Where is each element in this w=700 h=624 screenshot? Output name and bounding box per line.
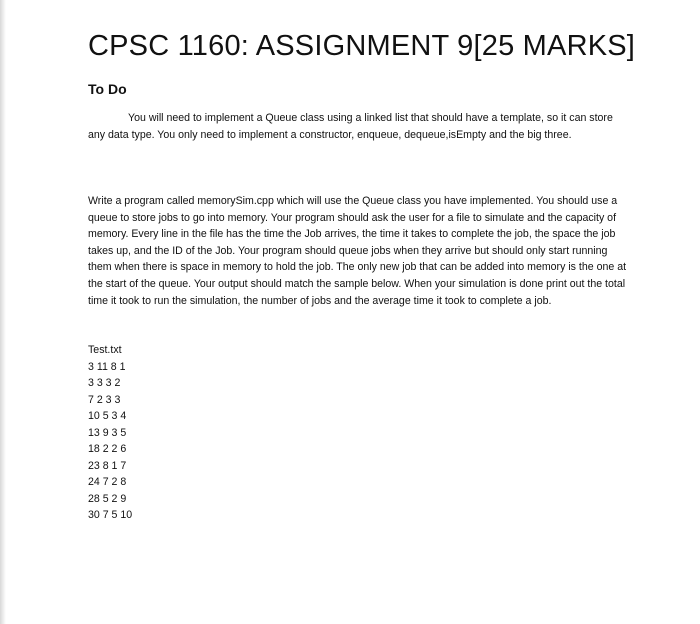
paragraph-memory-sim: Write a program called memorySim.cpp which will use the Queue class you have implemented. You should use a queue to store jobs to go into memory. Your program should ask the user for a file to simulate and the capacity of memory. Every line in the file has the time the Job arrives, the time it takes to complete the job, the space the job takes up, and the ID of the Job. Your program should queue jobs when they arrive but should only start running them when there is space in memory to hold the job. The only new job that can be added into memory is the one at the start of the queue. Your output should match the sample below. When your simulation is done print out the total time it took to run the simulation, the number of jobs and the average time it took to complete a job. bbox=[88, 195, 627, 307]
page-title: CPSC 1160: ASSIGNMENT 9[25 MARKS] bbox=[88, 30, 636, 62]
sample-file-line: 3 3 3 2 bbox=[88, 377, 121, 389]
sample-file-line: 3 11 8 1 bbox=[88, 360, 126, 373]
sample-file-line: 30 7 5 10 bbox=[88, 509, 133, 521]
section-heading-to-do: To Do bbox=[88, 81, 127, 97]
sample-file-line: 13 9 3 5 bbox=[88, 426, 127, 439]
sample-file-block bbox=[88, 342, 132, 524]
sample-file-line: 23 8 1 7 bbox=[88, 459, 127, 472]
page-left-edge bbox=[0, 0, 6, 624]
paragraph-queue-class: You will need to implement a Queue class using a linked list that should have a template, so it can store any data type. You only need to implement a constructor, enqueue, dequeue,isEmpty and the big three. bbox=[88, 112, 613, 141]
sample-file-line: 18 2 2 6 bbox=[88, 443, 127, 455]
sample-file-line: 24 7 2 8 bbox=[88, 476, 127, 488]
sample-file-line: 10 5 3 4 bbox=[88, 410, 127, 422]
sample-file-name: Test.txt bbox=[88, 344, 122, 356]
sample-file-line: 7 2 3 3 bbox=[88, 393, 121, 406]
sample-file-line: 28 5 2 9 bbox=[88, 492, 127, 505]
